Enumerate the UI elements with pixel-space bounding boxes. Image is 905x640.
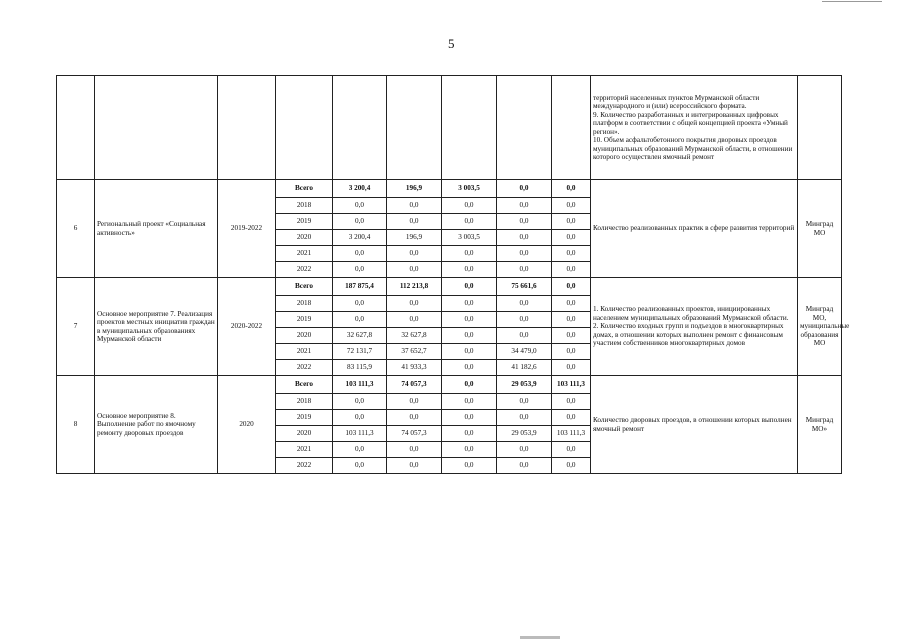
value-cell: 41 933,3 — [387, 360, 442, 376]
row-executor: Минград МО — [798, 180, 842, 278]
year-label: 2018 — [276, 394, 333, 410]
value-cell: 0,0 — [442, 312, 497, 328]
cont-cell — [57, 76, 95, 180]
value-cell: 0,0 — [552, 214, 591, 230]
cont-cell — [442, 76, 497, 180]
year-label: 2020 — [276, 230, 333, 246]
value-cell: 74 057,3 — [387, 426, 442, 442]
value-cell: 0,0 — [497, 230, 552, 246]
year-label: 2019 — [276, 214, 333, 230]
table-row — [57, 278, 842, 296]
value-cell: 0,0 — [333, 442, 387, 458]
continuation-row — [57, 76, 842, 180]
program-table — [56, 75, 850, 474]
value-cell: 37 652,7 — [387, 344, 442, 360]
cont-indicators: территорий населенных пунктов Мурманской области международного и (или) всероссийского формата. 9. Количество разработанных и интегрированных цифровых платформ в соответствии с общей концепцией проекта «Умный регион». 10. Объем асфальтобетонного покрытия дворовых проездов муниципальных образований Мурманской области, в отношении которого осуществлен ямочный ремонт — [591, 76, 798, 180]
value-cell: 0,0 — [387, 410, 442, 426]
value-cell: 0,0 — [387, 312, 442, 328]
value-cell: 29 053,9 — [497, 376, 552, 394]
value-cell: 103 111,3 — [552, 426, 591, 442]
value-cell: 0,0 — [442, 410, 497, 426]
value-cell: 32 627,8 — [387, 328, 442, 344]
row-period: 2020-2022 — [218, 278, 276, 376]
value-cell: 0,0 — [387, 246, 442, 262]
cont-cell — [497, 76, 552, 180]
year-label: 2018 — [276, 198, 333, 214]
cont-cell — [798, 76, 842, 180]
value-cell: 3 003,5 — [442, 180, 497, 198]
value-cell: 0,0 — [552, 198, 591, 214]
scan-mark — [520, 636, 560, 639]
value-cell: 0,0 — [442, 296, 497, 312]
value-cell: 0,0 — [497, 296, 552, 312]
value-cell: 0,0 — [333, 458, 387, 474]
value-cell: 0,0 — [497, 328, 552, 344]
value-cell: 196,9 — [387, 230, 442, 246]
row-indicators: Количество дворовых проездов, в отношении которых выполнен ямочный ремонт — [591, 376, 798, 474]
value-cell: 0,0 — [387, 442, 442, 458]
value-cell: 0,0 — [387, 394, 442, 410]
value-cell: 0,0 — [552, 230, 591, 246]
year-label: 2018 — [276, 296, 333, 312]
value-cell: 3 200,4 — [333, 230, 387, 246]
row-name: Основное мероприятие 7. Реализация проектов местных инициатив граждан в муниципальных образованиях Мурманской области — [95, 278, 218, 376]
value-cell: 0,0 — [387, 458, 442, 474]
year-label: 2021 — [276, 246, 333, 262]
row-name: Региональный проект «Социальная активность» — [95, 180, 218, 278]
value-cell: 0,0 — [442, 278, 497, 296]
year-label: 2021 — [276, 344, 333, 360]
row-executor: Минград МО, муниципальные образования МО — [798, 278, 842, 376]
row-period: 2019-2022 — [218, 180, 276, 278]
page-number: 5 — [448, 36, 455, 51]
year-label: 2020 — [276, 426, 333, 442]
year-label: 2022 — [276, 262, 333, 278]
value-cell: 0,0 — [333, 262, 387, 278]
value-cell: 0,0 — [552, 180, 591, 198]
value-cell: 103 111,3 — [333, 426, 387, 442]
cont-cell — [552, 76, 591, 180]
value-cell: 0,0 — [442, 394, 497, 410]
value-cell: 103 111,3 — [552, 376, 591, 394]
value-cell: 0,0 — [333, 394, 387, 410]
value-cell: 41 182,6 — [497, 360, 552, 376]
year-label: 2019 — [276, 410, 333, 426]
value-cell: 0,0 — [387, 214, 442, 230]
value-cell: 83 115,9 — [333, 360, 387, 376]
value-cell: 29 053,9 — [497, 426, 552, 442]
value-cell: 0,0 — [552, 278, 591, 296]
value-cell: 0,0 — [497, 394, 552, 410]
table-row — [57, 180, 842, 198]
value-cell: 0,0 — [552, 442, 591, 458]
row-executor: Минград МО» — [798, 376, 842, 474]
value-cell: 0,0 — [333, 214, 387, 230]
year-label: 2021 — [276, 442, 333, 458]
value-cell: 0,0 — [497, 180, 552, 198]
row-number: 7 — [57, 278, 95, 376]
value-cell: 0,0 — [442, 360, 497, 376]
cont-cell — [276, 76, 333, 180]
value-cell: 0,0 — [552, 328, 591, 344]
value-cell: 0,0 — [497, 410, 552, 426]
value-cell: 0,0 — [497, 198, 552, 214]
value-cell: 72 131,7 — [333, 344, 387, 360]
value-cell: 0,0 — [552, 344, 591, 360]
value-cell: 0,0 — [442, 376, 497, 394]
value-cell: 0,0 — [333, 198, 387, 214]
value-cell: 0,0 — [442, 214, 497, 230]
value-cell: 34 479,0 — [497, 344, 552, 360]
row-number: 6 — [57, 180, 95, 278]
value-cell: 0,0 — [552, 312, 591, 328]
top-rule — [822, 1, 882, 2]
year-label: 2022 — [276, 360, 333, 376]
value-cell: 0,0 — [497, 262, 552, 278]
cont-cell — [95, 76, 218, 180]
value-cell: 0,0 — [333, 312, 387, 328]
value-cell: 0,0 — [442, 426, 497, 442]
value-cell: 0,0 — [497, 442, 552, 458]
cont-cell — [333, 76, 387, 180]
value-cell: 0,0 — [442, 262, 497, 278]
value-cell: 196,9 — [387, 180, 442, 198]
cont-cell — [218, 76, 276, 180]
value-cell: 0,0 — [552, 296, 591, 312]
value-cell: 3 200,4 — [333, 180, 387, 198]
value-cell: 0,0 — [442, 198, 497, 214]
cont-cell — [387, 76, 442, 180]
year-label: Всего — [276, 180, 333, 198]
value-cell: 0,0 — [552, 262, 591, 278]
value-cell: 0,0 — [442, 344, 497, 360]
value-cell: 0,0 — [552, 394, 591, 410]
value-cell: 0,0 — [442, 246, 497, 262]
value-cell: 0,0 — [442, 442, 497, 458]
value-cell: 0,0 — [387, 262, 442, 278]
value-cell: 0,0 — [442, 458, 497, 474]
value-cell: 0,0 — [552, 458, 591, 474]
value-cell: 187 875,4 — [333, 278, 387, 296]
year-label: 2020 — [276, 328, 333, 344]
value-cell: 0,0 — [497, 312, 552, 328]
value-cell: 0,0 — [552, 410, 591, 426]
value-cell: 112 213,8 — [387, 278, 442, 296]
value-cell: 103 111,3 — [333, 376, 387, 394]
table-row — [57, 376, 842, 394]
value-cell: 0,0 — [552, 246, 591, 262]
value-cell: 0,0 — [387, 198, 442, 214]
value-cell: 3 003,5 — [442, 230, 497, 246]
value-cell: 0,0 — [497, 246, 552, 262]
value-cell: 0,0 — [333, 246, 387, 262]
year-label: Всего — [276, 376, 333, 394]
year-label: 2019 — [276, 312, 333, 328]
row-indicators: 1. Количество реализованных проектов, инициированных населением муниципальных образований Мурманской области. 2. Количество входных групп и подъездов в многоквартирных домах, в отношении которых выполнен ремонт с финансовым участием собственников многоквартирных домов — [591, 278, 798, 376]
year-label: Всего — [276, 278, 333, 296]
year-label: 2022 — [276, 458, 333, 474]
value-cell: 74 057,3 — [387, 376, 442, 394]
value-cell: 0,0 — [442, 328, 497, 344]
value-cell: 75 661,6 — [497, 278, 552, 296]
row-number: 8 — [57, 376, 95, 474]
value-cell: 0,0 — [333, 296, 387, 312]
value-cell: 0,0 — [333, 410, 387, 426]
row-indicators: Количество реализованных практик в сфере развития территорий — [591, 180, 798, 278]
value-cell: 0,0 — [387, 296, 442, 312]
value-cell: 0,0 — [552, 360, 591, 376]
value-cell: 32 627,8 — [333, 328, 387, 344]
value-cell: 0,0 — [497, 214, 552, 230]
row-period: 2020 — [218, 376, 276, 474]
row-name: Основное мероприятие 8. Выполнение работ по ямочному ремонту дворовых проездов — [95, 376, 218, 474]
value-cell: 0,0 — [497, 458, 552, 474]
